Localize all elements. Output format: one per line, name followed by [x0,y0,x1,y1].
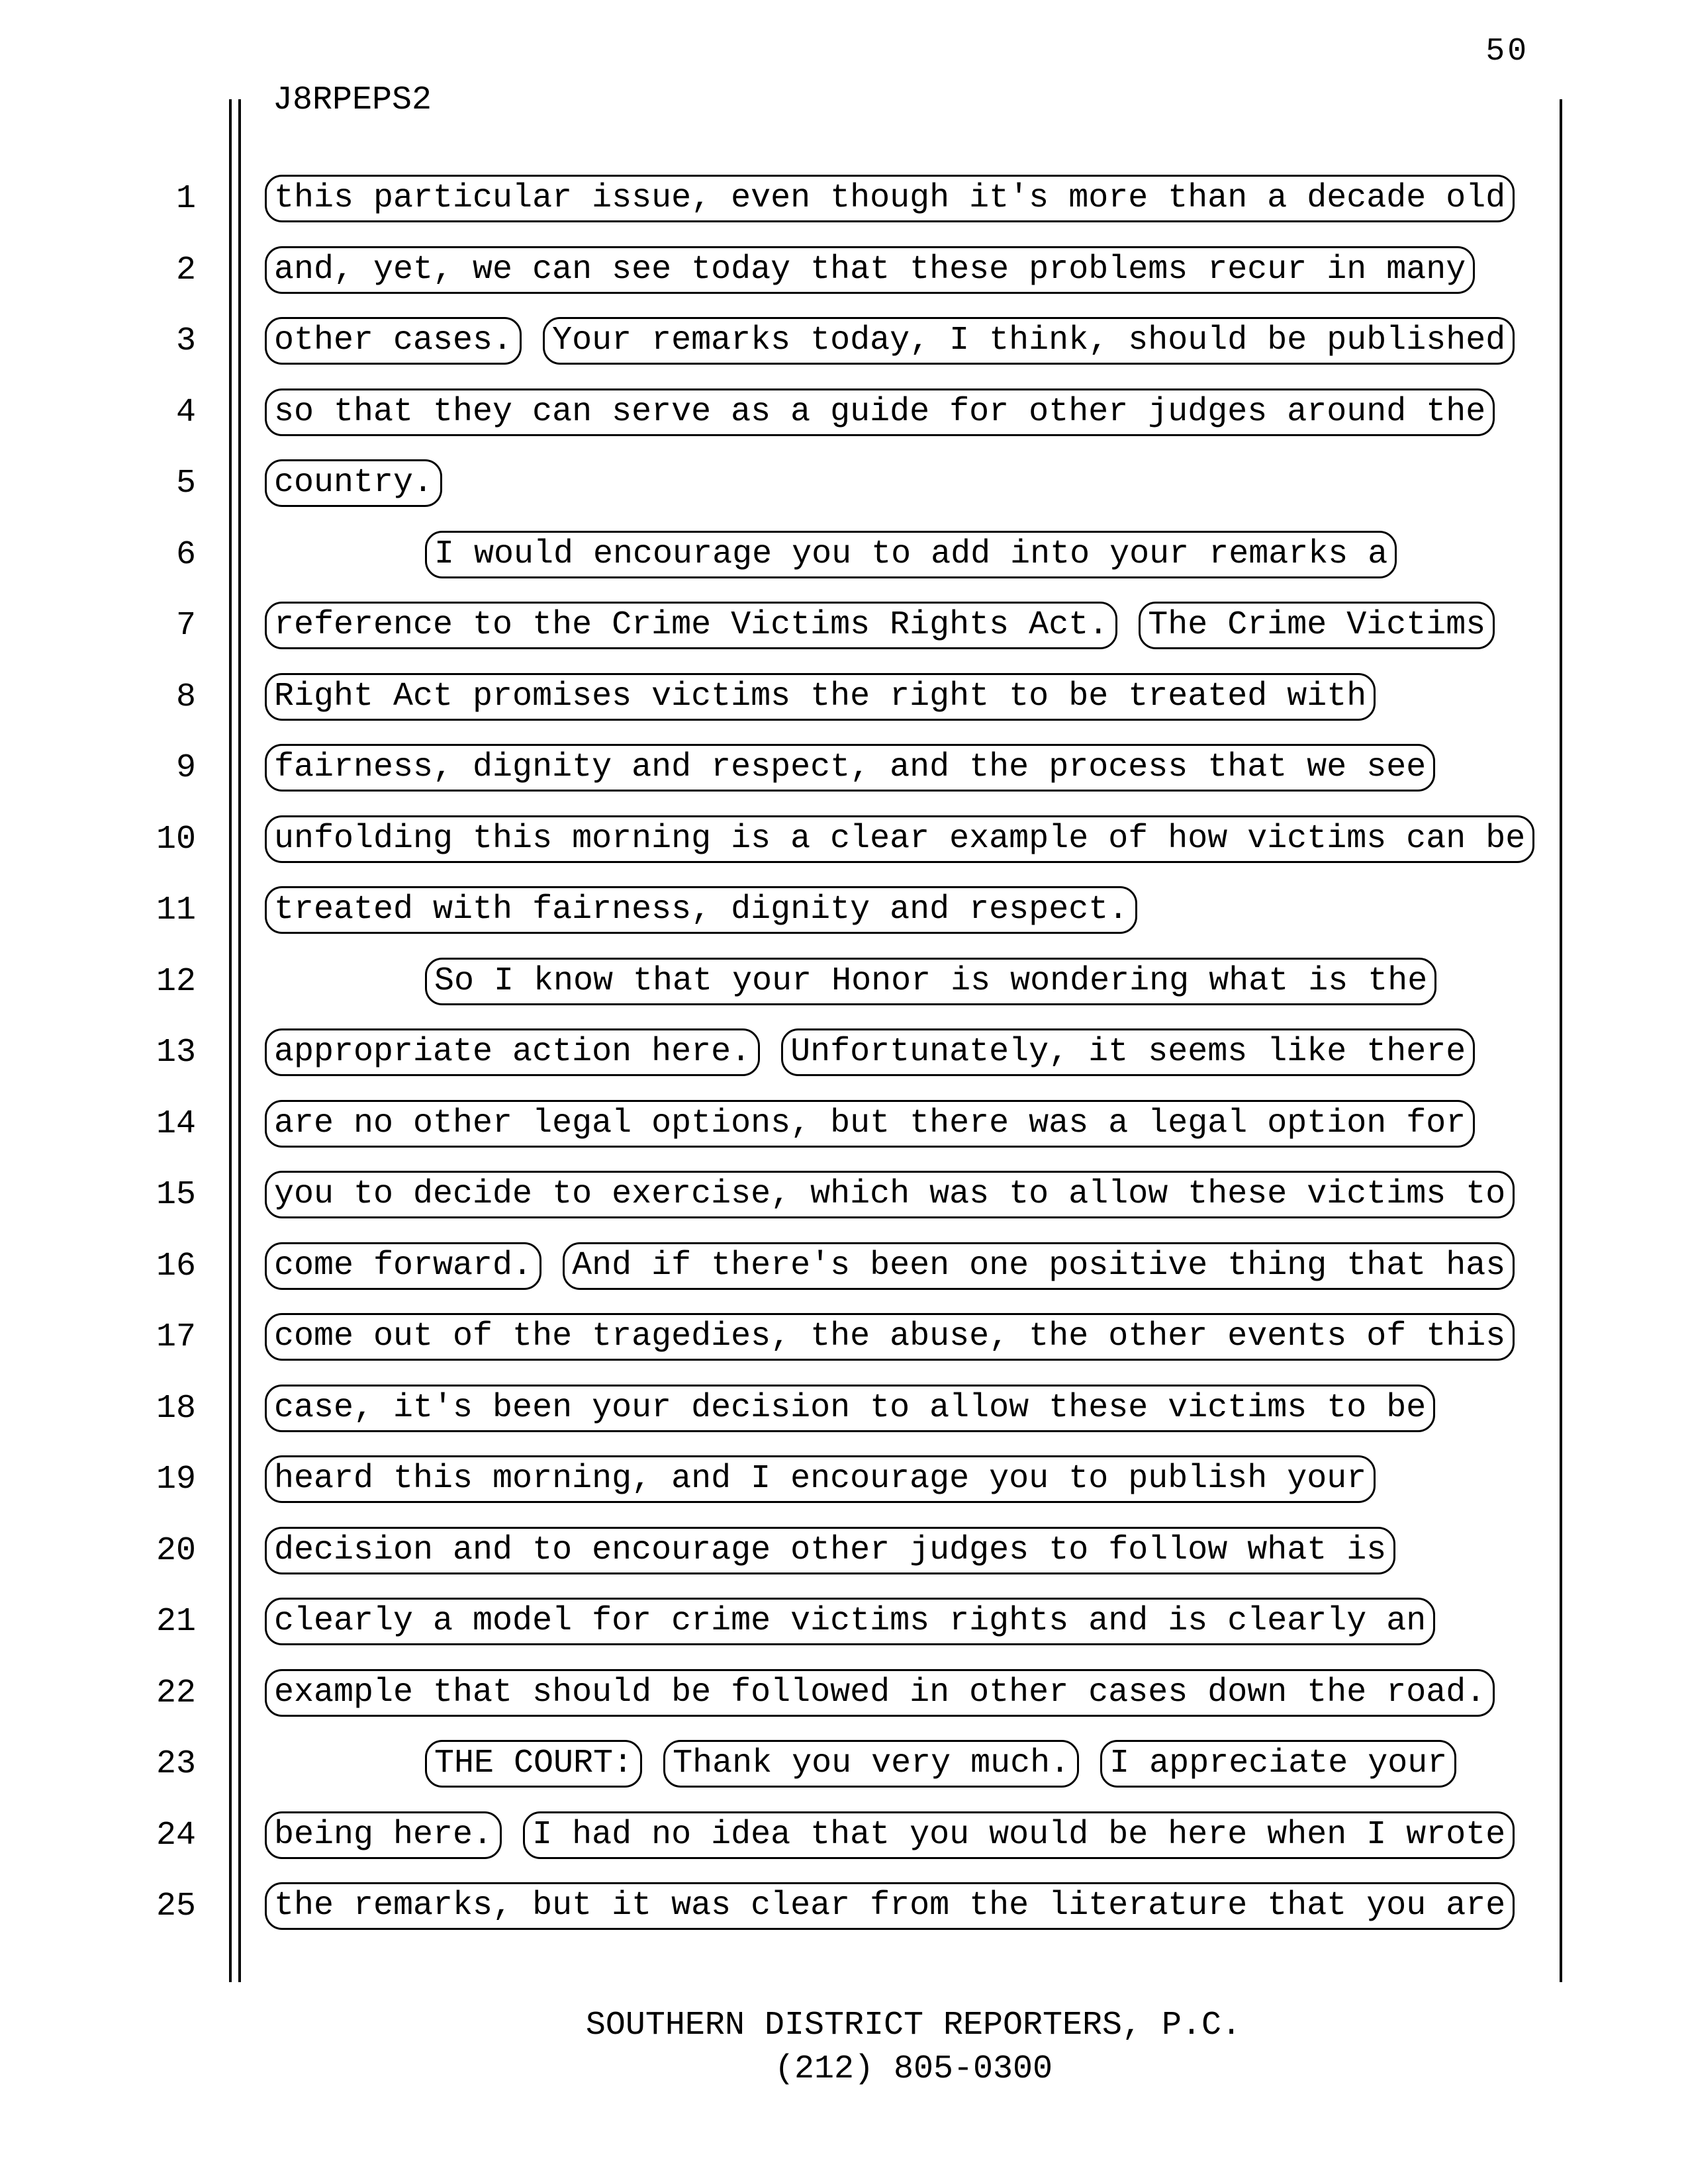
text-segment-box: case, it's been your decision to allow these victims to be [265,1385,1435,1432]
transcript-line [0,602,1688,651]
line-text [265,1100,1496,1148]
line-number: 24 [156,1817,196,1854]
text-segment-box: you to decide to exercise, which was to allow these victims to [265,1171,1515,1218]
text-segment-box: Unfortunately, it seems like there [781,1028,1475,1076]
line-text [265,1882,1536,1930]
line-number: 2 [175,251,196,289]
line-text [425,531,1418,578]
line-text [265,1313,1536,1361]
line-number: 6 [175,536,196,574]
transcript-line [0,1740,1688,1789]
text-segment-box: the remarks, but it was clear from the literature that you are [265,1882,1515,1930]
line-number: 18 [156,1390,196,1428]
line-text [265,1171,1536,1218]
footer [268,2004,1559,2091]
text-segment-box: Your remarks today, I think, should be published [543,317,1515,365]
line-text [265,744,1456,792]
text-segment-box: decision and to encourage other judges to follow what is [265,1527,1395,1574]
line-number: 7 [175,607,196,645]
line-text [265,602,1516,649]
text-segment-box: THE COURT: [425,1740,642,1788]
line-text [265,1598,1456,1645]
line-number: 14 [156,1105,196,1143]
line-text [265,1527,1417,1574]
header-code: J8RPEPS2 [273,81,432,119]
line-number: 22 [156,1674,196,1712]
line-text [265,175,1536,222]
transcript-line [0,1171,1688,1220]
line-number: 3 [175,322,196,360]
text-segment-box: treated with fairness, dignity and respect. [265,886,1137,934]
text-segment-box: I appreciate your [1100,1740,1456,1788]
line-number: 19 [156,1461,196,1498]
line-text [265,388,1516,436]
text-segment-box: Right Act promises victims the right to be treated with [265,673,1376,721]
text-segment-box: and, yet, we can see today that these problems recur in many [265,246,1475,294]
page-number: 50 [1485,34,1529,69]
transcript-line [0,673,1688,722]
line-number: 1 [175,180,196,218]
text-segment-box: this particular issue, even though it's more than a decade old [265,175,1515,222]
text-segment-box: The Crime Victims [1139,602,1495,649]
transcript-line [0,388,1688,437]
transcript-line [0,1882,1688,1931]
text-segment-box: country. [265,459,442,507]
line-text [265,1385,1456,1432]
transcript-line [0,815,1688,864]
transcript-line [0,317,1688,366]
transcript-line [0,1385,1688,1433]
transcript-line [0,459,1688,508]
line-text [265,815,1556,863]
line-number: 25 [156,1888,196,1925]
text-segment-box: are no other legal options, but there was a legal option for [265,1100,1475,1148]
line-text [265,1669,1516,1717]
transcript-line [0,1313,1688,1362]
line-number: 5 [175,465,196,502]
line-text [265,1455,1397,1503]
text-segment-box: come out of the tragedies, the abuse, the other events of this [265,1313,1515,1361]
line-number: 11 [156,891,196,929]
text-segment-box: being here. [265,1811,502,1859]
transcript-line [0,958,1688,1007]
line-number: 15 [156,1176,196,1214]
line-number: 4 [175,394,196,432]
text-segment-box: heard this morning, and I encourage you to publish your [265,1455,1376,1503]
line-number: 12 [156,963,196,1001]
text-segment-box: Thank you very much. [663,1740,1079,1788]
text-segment-box: come forward. [265,1242,541,1290]
transcript-line [0,1100,1688,1149]
line-number: 17 [156,1318,196,1356]
transcript-line [0,1811,1688,1860]
transcript-line [0,175,1688,224]
text-segment-box: reference to the Crime Victims Rights Act. [265,602,1117,649]
text-segment-box: I had no idea that you would be here when I wrote [523,1811,1515,1859]
line-text [265,1028,1496,1076]
line-number: 20 [156,1532,196,1570]
line-text [425,958,1458,1005]
text-segment-box: example that should be followed in other cases down the road. [265,1669,1495,1717]
line-text [265,317,1536,365]
transcript-line [0,1028,1688,1077]
text-segment-box: other cases. [265,317,522,365]
text-segment-box: And if there's been one positive thing that has [563,1242,1515,1290]
transcript-line [0,246,1688,295]
transcript-line [0,531,1688,580]
transcript-line [0,886,1688,935]
line-text [265,886,1158,934]
text-segment-box: So I know that your Honor is wondering what is the [425,958,1436,1005]
line-number: 10 [156,821,196,858]
transcript-line [0,1527,1688,1576]
text-segment-box: clearly a model for crime victims rights and is clearly an [265,1598,1435,1645]
line-text [265,246,1496,294]
text-segment-box: unfolding this morning is a clear example of how victims can be [265,815,1534,863]
line-text [425,1740,1477,1788]
line-number: 9 [175,749,196,787]
line-number: 13 [156,1034,196,1071]
transcript-line [0,744,1688,793]
transcript-line [0,1242,1688,1291]
line-text [265,459,463,507]
text-segment-box: fairness, dignity and respect, and the process that we see [265,744,1435,792]
line-text [265,673,1397,721]
text-segment-box: so that they can serve as a guide for other judges around the [265,388,1495,436]
transcript-line [0,1455,1688,1504]
line-text [265,1242,1536,1290]
line-number: 16 [156,1248,196,1285]
transcript-line [0,1598,1688,1647]
transcript-line [0,1669,1688,1718]
line-number: 23 [156,1745,196,1783]
footer-reporter-name: SOUTHERN DISTRICT REPORTERS, P.C. [585,2007,1242,2044]
text-segment-box: appropriate action here. [265,1028,760,1076]
line-text [265,1811,1536,1859]
line-number: 21 [156,1603,196,1641]
text-segment-box: I would encourage you to add into your remarks a [425,531,1397,578]
footer-phone: (212) 805-0300 [774,2050,1053,2088]
line-number: 8 [175,678,196,716]
